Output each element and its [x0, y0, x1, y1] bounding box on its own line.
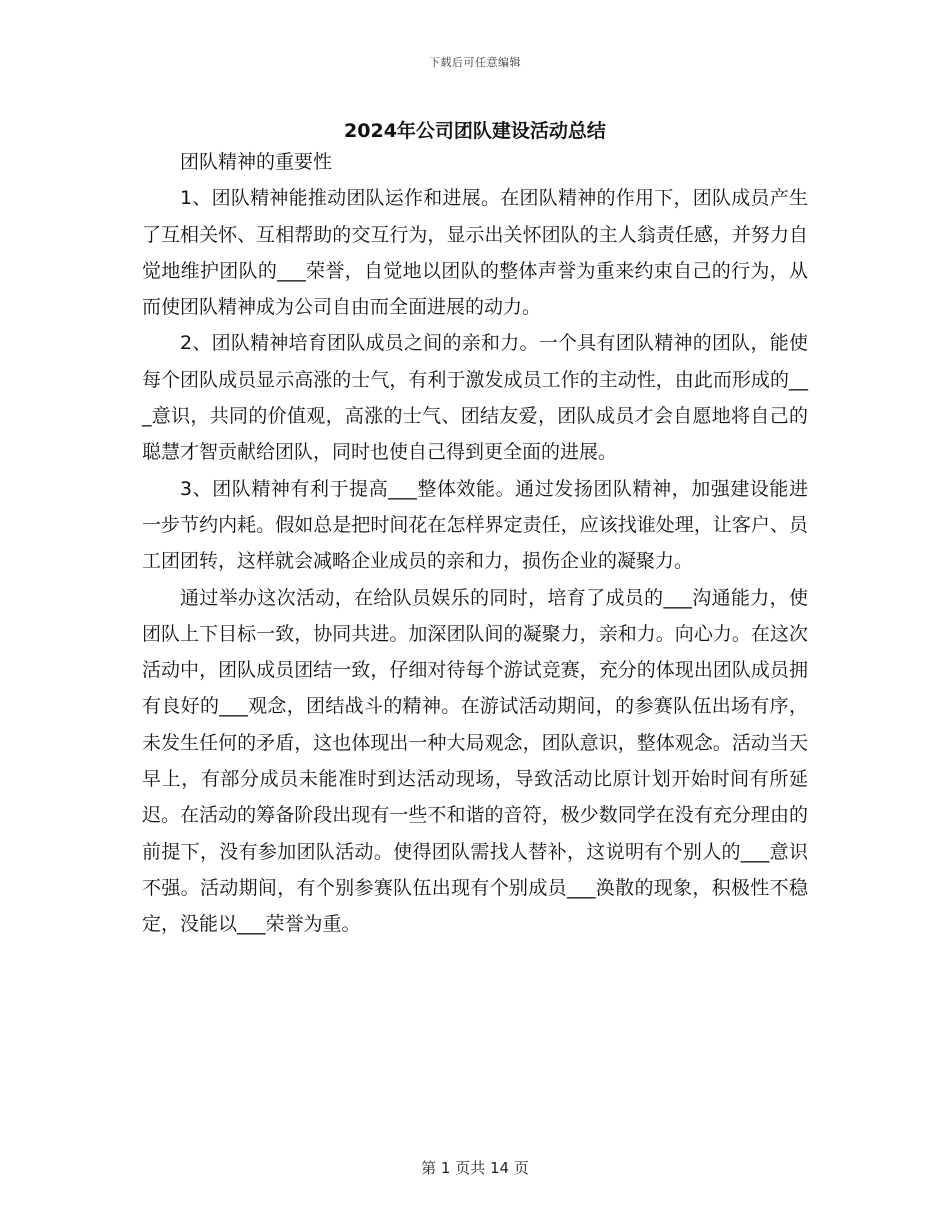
paragraph-point-3: 3、团队精神有利于提高___整体效能。通过发扬团队精神，加强建设能进一步节约内耗。假如总是把时间花在怎样界定责任，应该找谁处理，让客户、员工团团转，这样就会减略企业成员的亲和力，损伤企业的凝聚力。: [142, 477, 808, 573]
paragraph-point-1: 1、团队精神能推动团队运作和进展。在团队精神的作用下，团队成员产生了互相关怀、互相帮助的交互行为，显示出关怀团队的主人翁责任感，并努力自觉地维护团队的___荣誉，自觉地以团队的整体声誉为重来约束自己的行为，从而使团队精神成为公司自由而全面进展的动力。: [142, 187, 808, 319]
page-footer-indicator: 第 1 页共 14 页: [421, 1159, 529, 1177]
paragraph-activity-summary: 通过举办这次活动，在给队员娱乐的同时，培育了成员的___沟通能力，使团队上下目标一致，协同共进。加深团队间的凝聚力，亲和力。向心力。在这次活动中，团队成员团结一致，仔细对待每个游试竞赛，充分的体现出团队成员拥有良好的___观念，团结战斗的精神。在游试活动期间，的参赛队伍出场有序，未发生任何的矛盾，这也体现出一种大局观念，团队意识，整体观念。活动当天早上，有部分成员未能准时到达活动现场，导致活动比原计划开始时间有所延迟。在活动的筹备阶段出现有一些不和谐的音符，极少数同学在没有充分理由的前提下，没有参加团队活动。使得团队需找人替补，这说明有个别人的___意识不强。活动期间，有个别参赛队伍出现有个别成员___涣散的现象，积极性不稳定，没能以___荣誉为重。: [142, 586, 808, 936]
page-header-note: 下载后可任意编辑: [429, 56, 521, 69]
document-title: 2024年公司团队建设活动总结: [344, 120, 606, 142]
section-heading: 团队精神的重要性: [180, 151, 333, 173]
document-body: [142, 144, 808, 943]
paragraph-point-2: 2、团队精神培育团队成员之间的亲和力。一个具有团队精神的团队，能使每个团队成员显示高涨的士气，有利于激发成员工作的主动性，由此而形成的___意识，共同的价值观，高涨的士气、团结友爱，团队成员才会自愿地将自己的聪慧才智贡献给团队，同时也使自己得到更全面的进展。: [142, 332, 808, 464]
